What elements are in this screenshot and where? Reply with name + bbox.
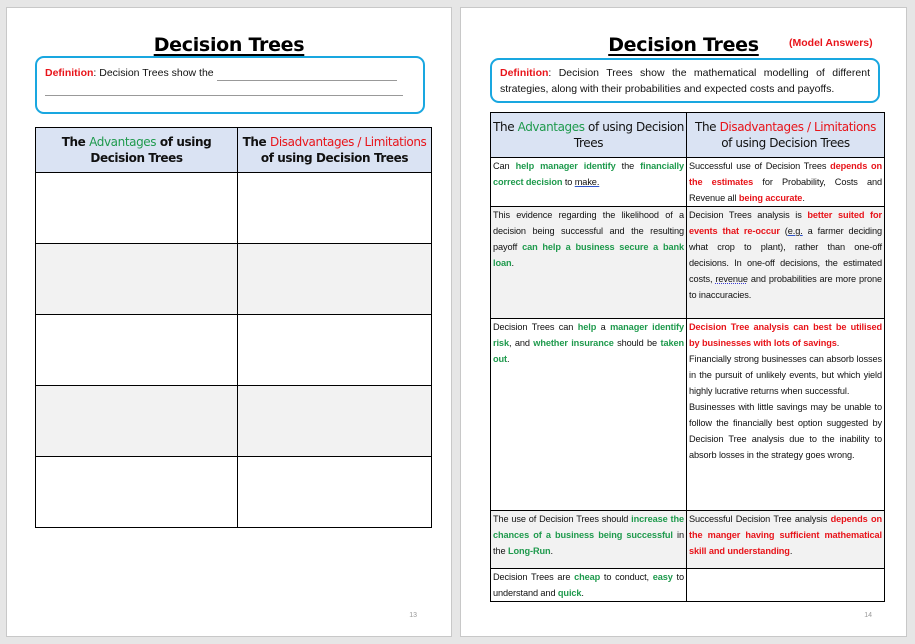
definition-label: Definition xyxy=(45,67,94,79)
disadvantage-cell[interactable] xyxy=(238,244,432,315)
definition-box xyxy=(35,56,425,114)
table-row xyxy=(36,244,432,315)
advantage-cell: Decision Trees are cheap to conduct, easy to understand and quick. xyxy=(491,569,687,602)
advantage-cell: The use of Decision Trees should increase the chances of a business being successful in the Long-Run. xyxy=(491,511,687,569)
advantage-cell: Can help manager identify the financially correct decision to make. xyxy=(491,158,687,207)
table-row xyxy=(36,315,432,386)
disadvantage-cell[interactable] xyxy=(238,315,432,386)
table-row xyxy=(491,569,885,602)
definition-text: : Decision Trees show the xyxy=(93,67,217,79)
header-advantages: The Advantages of using Decision Trees xyxy=(491,113,687,158)
disadvantage-cell: Decision Tree analysis can best be utilised by businesses with lots of savings. Financially strong businesses can absorb losses in the pursuit of unlikely events, but which yield highly lucrative returns when successful. Businesses with little savings may be unable to follow the financially best option suggested by Decision Tree analysis due to the inability to absorb losses in the strategy goes wrong. xyxy=(687,319,885,511)
header-disadvantages: The Disadvantages / Limitations of using Decision Trees xyxy=(687,113,885,158)
page-number: 13 xyxy=(409,612,417,619)
table-row xyxy=(491,158,885,207)
advantage-cell: This evidence regarding the likelihood of a decision being successful and the resulting payoff can help a business secure a bank loan. xyxy=(491,207,687,319)
disadvantage-cell: Successful use of Decision Trees depends on the estimates for Probability, Costs and Revenue all being accurate. xyxy=(687,158,885,207)
advantage-cell[interactable] xyxy=(36,315,238,386)
definition-label: Definition xyxy=(500,67,549,79)
page-14 xyxy=(460,7,907,637)
answer-blank-line xyxy=(45,95,403,96)
disadvantage-cell: Successful Decision Tree analysis depends on the manger having sufficient mathematical skill and understanding. xyxy=(687,511,885,569)
definition-text: : Decision Trees show the mathematical modelling of different strategies, along with their probabilities and expected costs and payoffs. xyxy=(500,67,870,95)
advantage-cell[interactable] xyxy=(36,173,238,244)
page-title: Decision Trees xyxy=(608,34,759,56)
definition-box xyxy=(490,58,880,103)
disadvantage-cell: Decision Trees analysis is better suited for events that re-occur (e.g. a farmer deciding what crop to plant), rather than one-off decisions. In one-off decisions, the estimated costs, revenue and probabilities are more prone to inaccuracies. xyxy=(687,207,885,319)
disadvantage-cell xyxy=(687,569,885,602)
table-row xyxy=(36,173,432,244)
table-row xyxy=(491,207,885,319)
disadvantage-cell[interactable] xyxy=(238,386,432,457)
header-disadvantages: The Disadvantages / Limitations of using Decision Trees xyxy=(238,128,432,173)
advantages-disadvantages-table xyxy=(490,112,885,602)
page-title: Decision Trees xyxy=(153,34,305,56)
answer-blank-line xyxy=(217,70,397,81)
advantage-cell: Decision Trees can help a manager identify risk, and whether insurance should be taken out. xyxy=(491,319,687,511)
advantage-cell[interactable] xyxy=(36,386,238,457)
disadvantage-cell[interactable] xyxy=(238,173,432,244)
model-answers-badge: (Model Answers) xyxy=(789,37,873,49)
advantage-cell[interactable] xyxy=(36,457,238,528)
page-13 xyxy=(6,7,452,637)
advantages-disadvantages-table xyxy=(35,127,432,528)
disadvantage-cell[interactable] xyxy=(238,457,432,528)
page-number: 14 xyxy=(864,612,872,619)
table-row xyxy=(491,319,885,511)
table-row xyxy=(36,457,432,528)
table-row xyxy=(491,511,885,569)
advantage-cell[interactable] xyxy=(36,244,238,315)
table-row xyxy=(36,386,432,457)
header-advantages: The Advantages of using Decision Trees xyxy=(36,128,238,173)
